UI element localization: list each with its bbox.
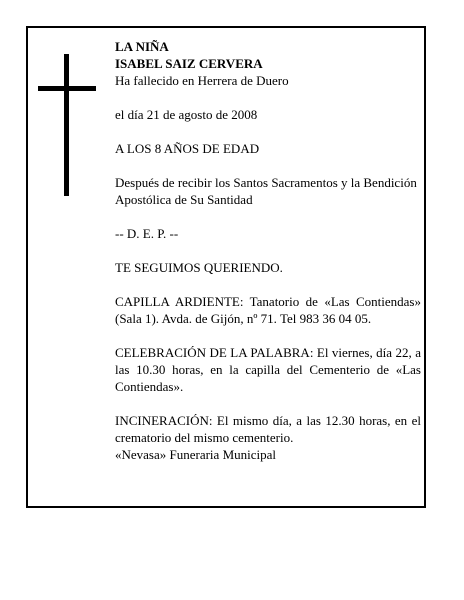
funeral-home-name: «Nevasa» Funeraria Municipal <box>115 447 277 462</box>
cross-icon-crossbar <box>38 86 96 91</box>
sacraments-text: Después de recibir los Santos Sacramentos y la Bendición Apostólica de Su Santidad <box>115 175 417 207</box>
obituary-notice-text <box>115 38 421 463</box>
date-of-death: el día 21 de agosto de 2008 <box>115 107 258 122</box>
deceased-name: ISABEL SAIZ CERVERA <box>115 56 263 71</box>
place-of-death: Ha fallecido en Herrera de Duero <box>115 73 289 88</box>
deceased-title: LA NIÑA <box>115 39 169 54</box>
cremation-info: INCINERACIÓN: El mismo día, a las 12.30 horas, en el crematorio del mismo cementerio. <box>115 413 421 445</box>
age-at-death: A LOS 8 AÑOS DE EDAD <box>115 141 260 156</box>
celebration-info: CELEBRACIÓN DE LA PALABRA: El viernes, día 22, a las 10.30 horas, en la capilla del Cementerio de «Las Contiendas». <box>115 345 421 394</box>
rip-text: -- D. E. P. -- <box>115 226 179 241</box>
chapel-info: CAPILLA ARDIENTE: Tanatorio de «Las Contiendas» (Sala 1). Avda. de Gijón, nº 71. Tel 983 36 04 05. <box>115 294 421 326</box>
cross-icon <box>64 54 69 196</box>
farewell-message: TE SEGUIMOS QUERIENDO. <box>115 260 283 275</box>
